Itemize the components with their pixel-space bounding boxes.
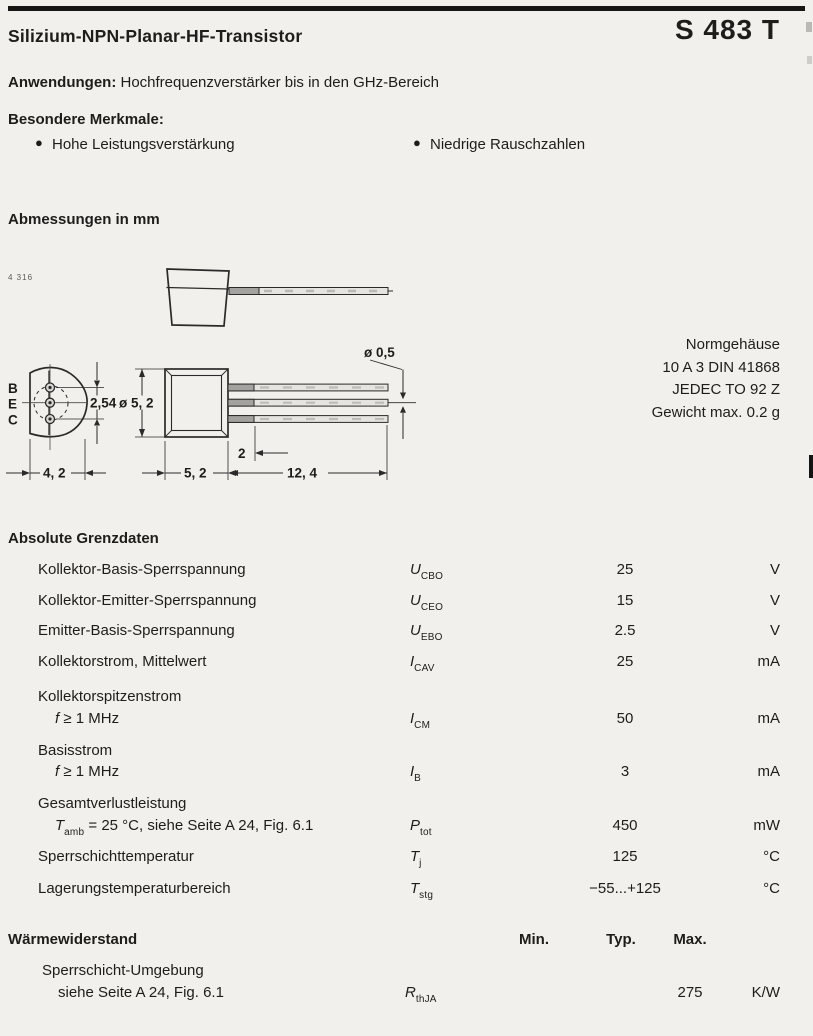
limit-unit: mA xyxy=(757,653,780,670)
thermal-label: Sperrschicht-Umgebung xyxy=(42,962,204,979)
lead-top xyxy=(228,384,388,391)
column-header-typ: Typ. xyxy=(606,931,636,948)
limit-unit: °C xyxy=(763,848,780,865)
part-number: S 483 T xyxy=(674,14,780,45)
dim-lead-offset: 2 xyxy=(238,446,246,461)
limit-label: Emitter-Basis-Sperrspannung xyxy=(38,622,235,639)
limit-symbol: $T_j$ xyxy=(410,848,422,869)
limit-row xyxy=(0,795,813,814)
limit-row xyxy=(0,742,813,761)
limit-row xyxy=(0,561,813,580)
limit-value: 450 xyxy=(612,817,638,834)
features-heading: Besondere Merkmale: xyxy=(8,111,164,128)
limit-label: Kollektorstrom, Mittelwert xyxy=(38,653,207,670)
limit-label: Sperrschichttemperatur xyxy=(38,848,194,865)
limit-symbol: $U_{EBO}$ xyxy=(410,622,443,643)
package-drawing xyxy=(0,253,430,493)
limit-unit: V xyxy=(769,561,780,578)
dim-pin-pitch: 2,54 xyxy=(90,395,117,411)
limit-row xyxy=(0,880,813,899)
limit-value: 3 xyxy=(620,763,630,780)
pin-label-e: E xyxy=(8,396,18,412)
limit-value: 125 xyxy=(612,848,638,865)
limit-unit: V xyxy=(769,622,780,639)
limit-value: −55...+125 xyxy=(589,880,661,897)
limit-row xyxy=(0,710,813,729)
limit-symbol: $I_{CM}$ xyxy=(410,710,431,731)
front-view xyxy=(165,369,416,437)
dim-lead-length: 12, 4 xyxy=(287,465,318,481)
column-header-max: Max. xyxy=(673,931,707,948)
limit-row xyxy=(0,817,813,836)
limit-row xyxy=(0,763,813,782)
page-title: Silizium-NPN-Planar-HF-Transistor xyxy=(8,26,303,46)
limit-symbol: $U_{CEO}$ xyxy=(410,592,444,613)
limit-unit: mA xyxy=(757,763,780,780)
drawing-ref-number: 4 316 xyxy=(8,273,34,282)
thermal-row xyxy=(0,984,813,1003)
limit-row xyxy=(0,622,813,641)
limit-label: Kollektor-Emitter-Sperrspannung xyxy=(38,592,257,609)
side-view xyxy=(167,269,394,326)
thermal-max-value: 275 xyxy=(677,984,703,1001)
limit-label: Lagerungstemperaturbereich xyxy=(38,880,231,897)
limit-unit: mA xyxy=(757,710,780,727)
limit-value: 25 xyxy=(616,653,634,670)
scan-artifact xyxy=(807,56,812,64)
feature-item: Niedrige Rauschzahlen xyxy=(430,136,586,153)
dimensions-heading: Abmessungen in mm xyxy=(8,211,160,228)
limit-row xyxy=(0,848,813,867)
dim-body-dia: ø 5, 2 xyxy=(119,395,154,411)
limit-symbol: $U_{CBO}$ xyxy=(410,561,444,582)
limit-value: 2.5 xyxy=(614,622,636,639)
limit-symbol: $P_{tot}$ xyxy=(410,817,432,838)
limits-heading: Absolute Grenzdaten xyxy=(8,530,159,547)
pin-label-b: B xyxy=(8,381,18,396)
limit-symbol: $I_B$ xyxy=(410,763,422,784)
limit-row xyxy=(0,653,813,672)
applications-line xyxy=(8,74,439,91)
column-header-min: Min. xyxy=(519,931,549,948)
limit-unit: mW xyxy=(753,817,780,834)
dim-body-width: 5, 2 xyxy=(184,465,207,481)
limit-label: Kollektor-Basis-Sperrspannung xyxy=(38,561,246,578)
limit-label: Gesamtverlustleistung xyxy=(38,795,187,812)
page-edge-tab xyxy=(809,455,813,478)
limit-condition: f ≥ 1 MHz xyxy=(55,710,120,727)
limit-value: 50 xyxy=(616,710,634,727)
scan-artifact xyxy=(806,22,812,32)
thermal-heading: Wärmewiderstand xyxy=(8,931,138,948)
limit-symbol: $T_{stg}$ xyxy=(410,880,434,901)
limit-label: Basisstrom xyxy=(38,742,113,759)
lead-bottom xyxy=(228,416,388,423)
bullet-icon: ● xyxy=(413,135,421,150)
limit-row xyxy=(0,592,813,611)
limit-value: 15 xyxy=(616,592,634,609)
limit-unit: V xyxy=(769,592,780,609)
package-info-line: Gewicht max. 0.2 g xyxy=(651,403,780,421)
limit-condition: f ≥ 1 MHz xyxy=(55,763,120,780)
thermal-unit: K/W xyxy=(751,984,780,1001)
thermal-symbol: $R_{thJA}$ xyxy=(405,984,437,1005)
applications-label: Anwendungen: xyxy=(8,74,117,91)
bullet-icon: ● xyxy=(35,135,43,150)
limit-condition: $T_{amb} = 25$ °C, siehe Seite A 24, Fig. 6.1 xyxy=(55,817,314,838)
package-info-line: 10 A 3 DIN 41868 xyxy=(662,358,780,376)
package-info-line: JEDEC TO 92 Z xyxy=(672,381,780,398)
dim-lead-dia: ø 0,5 xyxy=(364,345,395,360)
package-info xyxy=(480,334,780,424)
applications-text: Hochfrequenzverstärker bis in den GHz-Bereich xyxy=(116,74,439,91)
limit-value: 25 xyxy=(616,561,634,578)
thermal-row xyxy=(0,962,813,981)
thermal-sublabel: siehe Seite A 24, Fig. 6.1 xyxy=(58,984,224,1001)
package-info-line: Normgehäuse xyxy=(685,336,780,353)
limit-label: Kollektorspitzenstrom xyxy=(38,688,182,705)
limit-unit: °C xyxy=(763,880,780,897)
limit-symbol: $I_{CAV}$ xyxy=(410,653,435,674)
top-rule xyxy=(8,6,805,11)
thermal-header-row xyxy=(0,931,813,950)
pin-label-c: C xyxy=(8,412,18,428)
limit-row xyxy=(0,688,813,707)
lead-middle xyxy=(228,399,416,406)
feature-item: Hohe Leistungsverstärkung xyxy=(52,136,235,153)
dim-flat-width: 4, 2 xyxy=(43,465,66,481)
